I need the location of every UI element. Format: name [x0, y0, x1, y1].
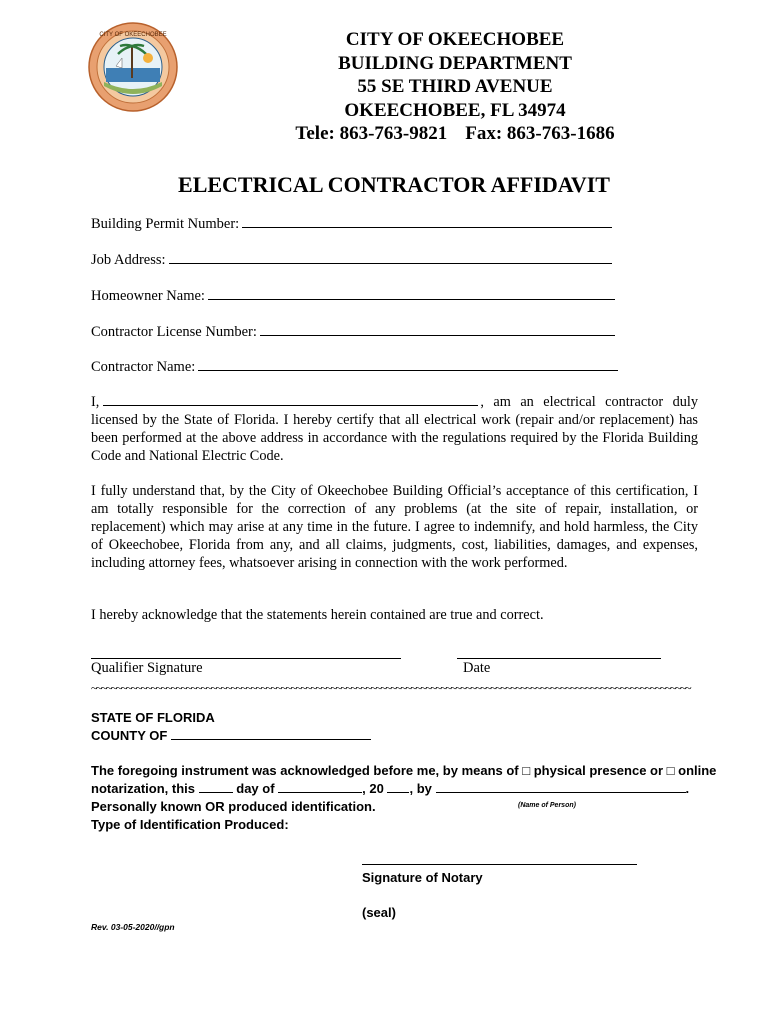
by-label: , by	[409, 781, 432, 796]
notary-statement-line1: The foregoing instrument was acknowledged before me, by means of □ physical presence or □ online	[91, 763, 717, 778]
acknowledgement-paragraph: I hereby acknowledge that the statements herein contained are true and correct.	[91, 607, 544, 623]
job-address-label: Job Address:	[91, 252, 166, 268]
personally-known-text: Personally known OR produced identification.	[91, 799, 376, 814]
revision-note: Rev. 03-05-2020//gpn	[91, 922, 175, 932]
responsibility-paragraph: I fully understand that, by the City of Okeechobee Building Official’s acceptance of this certification, I am totally responsible for the correction of any problems (at the site of repair, installation, or replacement) which may arise at any time in the future. I agree to indemnify, and hold harmless, the City of Okeechobee, Florida from any, and all claims, judgments, cost, liabilities, damages, and expenses, including attorney fees, whatsoever arising in connection with the work performed.	[91, 483, 698, 571]
day-of-label: day of	[236, 781, 275, 796]
contractor-license-label: Contractor License Number:	[91, 324, 257, 340]
notary-statement-line2	[91, 780, 689, 798]
contractor-name-input[interactable]	[198, 357, 618, 371]
header-city-state-zip: OKEECHOBEE, FL 34974	[344, 99, 566, 121]
header-tele: Tele: 863-763-9821	[295, 123, 448, 144]
month-input[interactable]	[278, 781, 362, 793]
contractor-name-label: Contractor Name:	[91, 359, 196, 375]
day-input[interactable]	[199, 781, 233, 793]
notary-seal-label: (seal)	[362, 905, 396, 920]
city-seal-logo	[88, 22, 178, 112]
homeowner-name-field	[91, 286, 615, 305]
tilde-divider: ~~~~~~~~~~~~~~~~~~~~~~~~~~~~~~~~~~~~~~~~~~~~~~~~~~~~~~~~~~~~~~~~~~~~~~~~~~~~~~~~~~~~~~~~~~~~~~~~~~~~~~~~~~~~~~~~~~~~~~~~	[91, 681, 691, 695]
contractor-license-field	[91, 322, 615, 341]
header-street: 55 SE THIRD AVENUE	[357, 76, 553, 97]
year-input[interactable]	[387, 781, 409, 793]
contractor-license-input[interactable]	[260, 322, 615, 336]
homeowner-name-label: Homeowner Name:	[91, 288, 205, 304]
contractor-name-blank[interactable]	[103, 393, 478, 406]
county-input[interactable]	[171, 728, 371, 740]
name-of-person-input[interactable]	[436, 781, 686, 793]
building-permit-label: Building Permit Number:	[91, 216, 240, 232]
date-label: Date	[463, 660, 491, 676]
building-permit-input[interactable]	[242, 214, 612, 228]
letterhead	[280, 28, 630, 146]
header-fax: Fax: 863-763-1686	[465, 123, 615, 144]
period: .	[685, 781, 690, 796]
qualifier-signature-line[interactable]	[91, 658, 401, 659]
certification-text: , am an electrical contractor duly licensed by the State of Florida. I hereby certify that all electrical work (repair and/or replacement) has been performed at the above address in accordance with the regulations required by the Florida Building Code and National Electric Code.	[91, 394, 698, 464]
building-permit-field	[91, 214, 612, 233]
date-line[interactable]	[457, 658, 661, 659]
header-city: CITY OF OKEECHOBEE	[345, 29, 565, 50]
notary-signature-line[interactable]	[362, 864, 637, 865]
notary-state: STATE OF FLORIDA	[91, 710, 215, 725]
notary-signature-label: Signature of Notary	[362, 870, 483, 885]
identification-type-label: Type of Identification Produced:	[91, 817, 289, 832]
certification-paragraph	[91, 393, 698, 466]
notarization-label: notarization, this	[91, 781, 195, 796]
notary-county	[91, 727, 371, 745]
qualifier-signature-label: Qualifier Signature	[91, 660, 203, 676]
year-prefix-label: , 20	[362, 781, 384, 796]
certification-prefix: I,	[91, 394, 100, 410]
header-phone-fax	[280, 122, 630, 146]
name-of-person-caption: (Name of Person)	[518, 802, 576, 809]
job-address-field	[91, 250, 612, 269]
homeowner-name-input[interactable]	[208, 286, 615, 300]
notary-county-label: COUNTY OF	[91, 728, 168, 743]
contractor-name-field	[91, 357, 618, 376]
document-title: ELECTRICAL CONTRACTOR AFFIDAVIT	[178, 172, 610, 197]
header-department: BUILDING DEPARTMENT	[338, 52, 572, 74]
seal-text: CITY OF OKEECHOBEE	[99, 32, 167, 38]
job-address-input[interactable]	[169, 250, 612, 264]
